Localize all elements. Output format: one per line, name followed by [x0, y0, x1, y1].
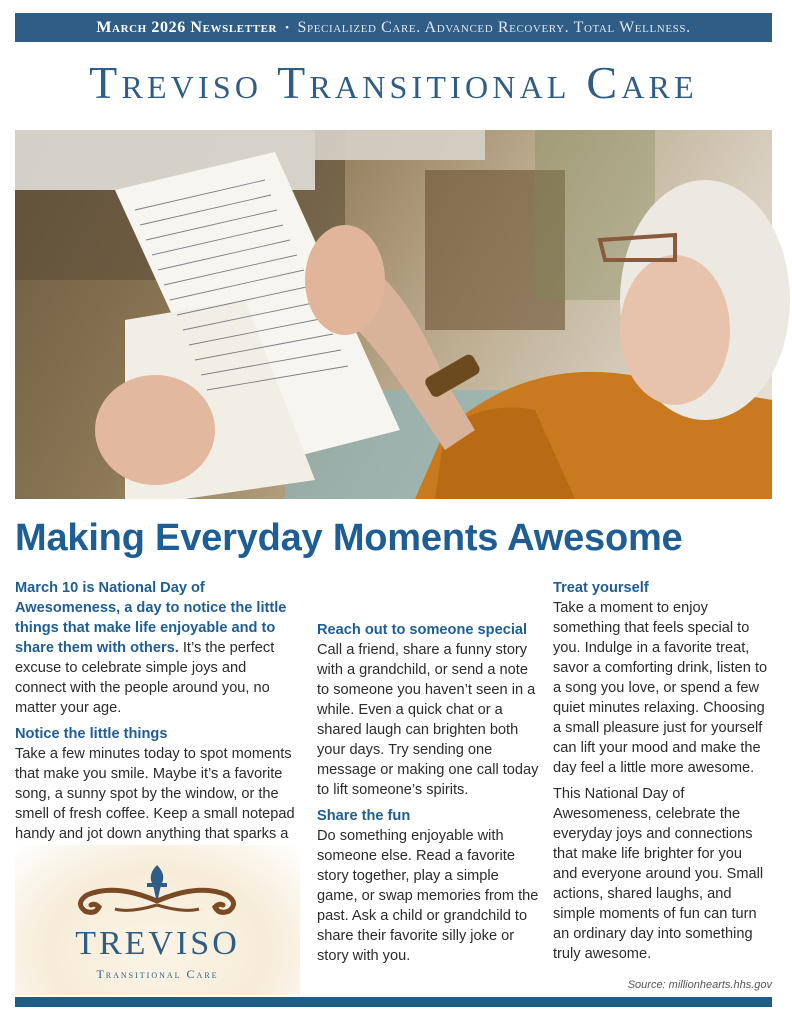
- logo-wordmark: TREVISO: [75, 925, 240, 962]
- intro-rest: It’s the perfect excuse to celebrate simple joys and connect with the people around you, no matter your age.: [15, 640, 275, 716]
- source-credit: Source: millionhearts.hhs.gov: [627, 979, 772, 991]
- article-column-2: [317, 578, 539, 972]
- issue-label: March 2026 Newsletter: [96, 18, 278, 36]
- section-heading-share: Share the fun: [317, 808, 411, 824]
- section-heading-reach-out: Reach out to someone special: [317, 622, 528, 638]
- logo-subtitle: Transitional Care: [96, 967, 219, 981]
- treviso-logo: [15, 845, 300, 995]
- intro-lead: March 10 is National Day of Awesomeness, a day to notice the little things that make life enjoyable and to share them with others.: [15, 580, 287, 656]
- article-column-1: [15, 578, 295, 850]
- article-intro: [15, 578, 295, 718]
- article-title: Making Everyday Moments Awesome: [15, 517, 683, 559]
- tagline: Specialized Care. Advanced Recovery. Total Wellness.: [297, 18, 691, 36]
- section-body-treat: Take a moment to enjoy something that feels special to you. Indulge in a favorite treat, savor a comforting drink, listen to a song you love, or spend a few quiet minutes relaxing. Choosing a small pleasure just for yourself can lift your mood and make the day feel a little more awesome.: [553, 600, 768, 776]
- section-body-notice: Take a few minutes today to spot moments that make you smile. Maybe it’s a favorite song, a sunny spot by the window, or the smell of fresh coffee. Keep a small notepad handy and jot down anything that sparks a: [15, 746, 295, 842]
- section-body-share: Do something enjoyable with someone else. Read a favorite story together, play a simple game, or swap memories from the past. Ask a child or grandchild to share their favorite silly joke or story with you.: [317, 828, 539, 964]
- section-body-reach-out: Call a friend, share a funny story with a grandchild, or send a note to someone you haven’t seen in a while. Even a quick chat or a shared laugh can brighten both your days. Try sending one message or making one call today to lift someone’s spirits.: [317, 642, 539, 798]
- section-heading-notice: Notice the little things: [15, 726, 168, 742]
- closing-paragraph: This National Day of Awesomeness, celebrate the everyday joys and connections that make life brighter for you and everyone around you. Small actions, shared laughs, and simple moments of fun can turn an ordinary day into something truly awesome.: [553, 786, 764, 962]
- hero-photo: [15, 130, 772, 499]
- header-separator: •: [285, 21, 290, 34]
- newsletter-header-bar: [15, 13, 772, 42]
- article-column-3: [553, 578, 768, 970]
- section-heading-treat: Treat yourself: [553, 580, 649, 596]
- brand-title: Treviso Transitional Care: [89, 57, 698, 108]
- footer-bar: [15, 997, 772, 1007]
